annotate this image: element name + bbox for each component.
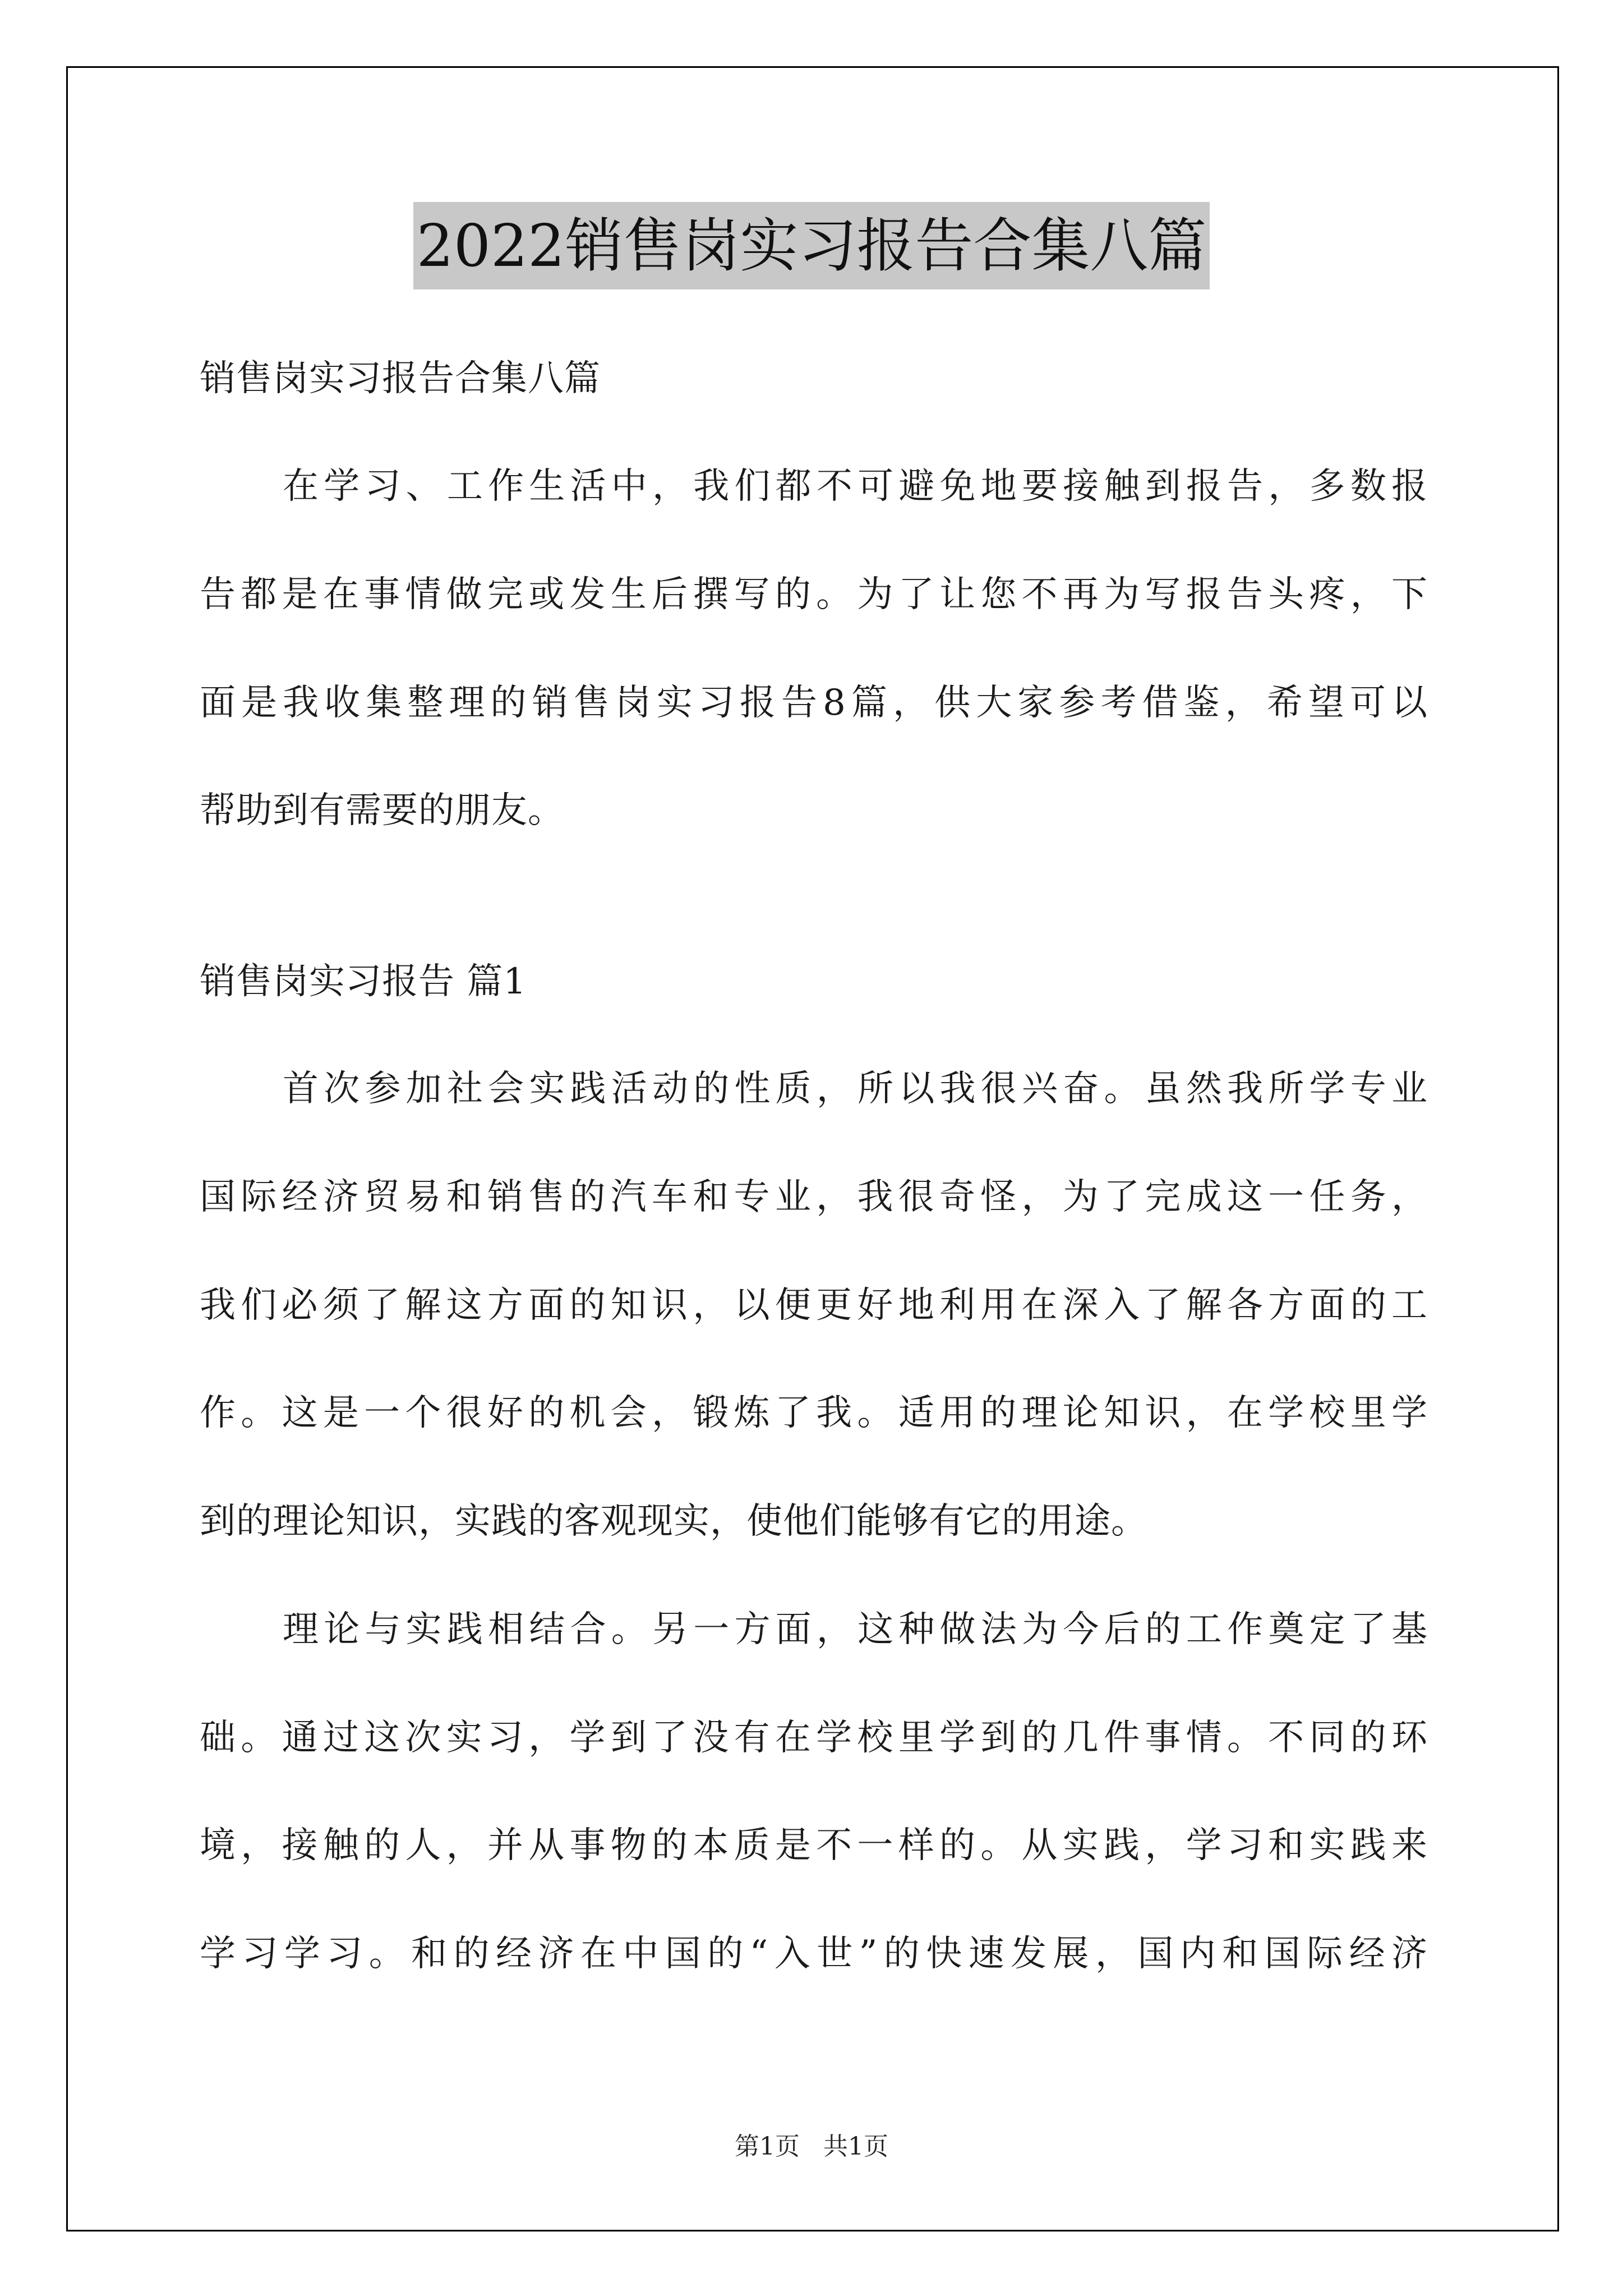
intro-line-3: 面是我收集整理的销售岗实习报告8篇，供大家参考借鉴，希望可以 — [200, 682, 1428, 724]
para1-line-4: 作。这是一个很好的机会，锻炼了我。适用的理论知识，在学校里学 — [200, 1392, 1428, 1434]
para1-line-2: 国际经济贸易和销售的汽车和专业，我很奇怪，为了完成这一任务， — [200, 1176, 1428, 1218]
para2-line-1: 理论与实践相结合。另一方面，这种做法为今后的工作奠定了基 — [283, 1609, 1428, 1650]
intro-line-1: 在学习、工作生活中，我们都不可避免地要接触到报告，多数报 — [283, 466, 1428, 507]
para1-line-3: 我们必须了解这方面的知识，以便更好地利用在深入了解各方面的工 — [200, 1285, 1428, 1326]
section-heading: 销售岗实习报告 篇1 — [200, 961, 527, 1002]
intro-line-4: 帮助到有需要的朋友。 — [200, 790, 564, 831]
para1-line-1: 首次参加社会实践活动的性质，所以我很兴奋。虽然我所学专业 — [283, 1068, 1428, 1110]
intro-line-2: 告都是在事情做完或发生后撰写的。为了让您不再为写报告头疼，下 — [200, 574, 1428, 615]
document-subtitle: 销售岗实习报告合集八篇 — [200, 358, 601, 399]
document-title: 2022销售岗实习报告合集八篇 — [413, 202, 1210, 289]
para2-line-2: 础。通过这次实习，学到了没有在学校里学到的几件事情。不同的环 — [200, 1717, 1428, 1759]
title-block — [0, 202, 1623, 289]
page-footer: 第1页 共1页 — [735, 2132, 888, 2161]
para2-line-3: 境，接触的人，并从事物的本质是不一样的。从实践，学习和实践来 — [200, 1825, 1428, 1866]
para1-line-5: 到的理论知识，实践的客观现实，使他们能够有它的用途。 — [200, 1501, 1147, 1542]
para2-line-4: 学习学习。和的经济在中国的“入世”的快速发展，国内和国际经济 — [200, 1933, 1428, 1975]
